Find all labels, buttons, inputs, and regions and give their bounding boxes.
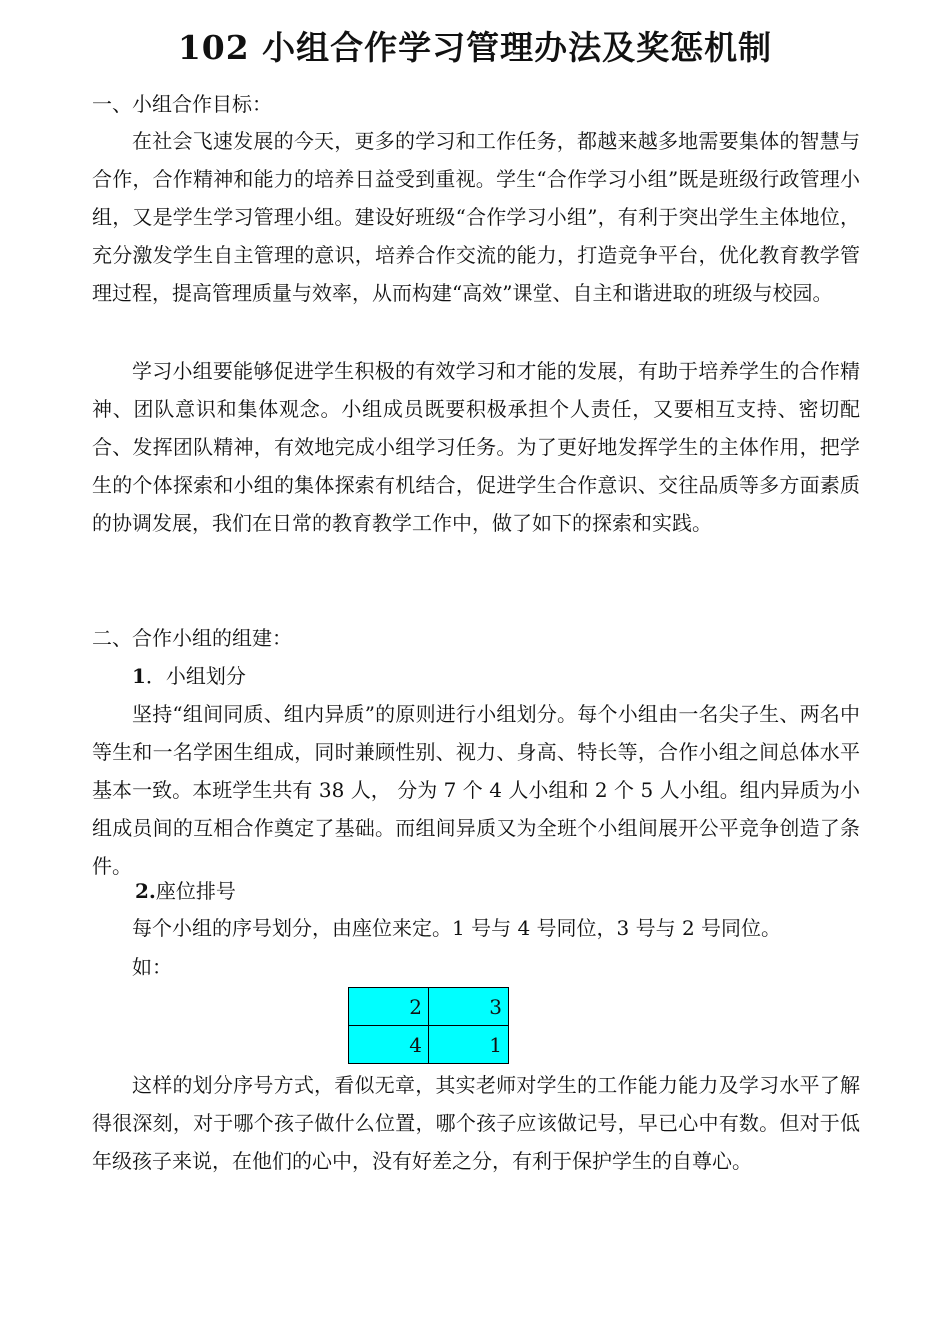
seat-rule-line: 每个小组的序号划分，由座位来定。1 号与 4 号同位，3 号与 2 号同位。 bbox=[132, 916, 782, 940]
section2-heading: 二、合作小组的组建： bbox=[92, 626, 292, 650]
table-row bbox=[349, 1026, 509, 1064]
subsection-1-label: ．小组划分 bbox=[145, 664, 246, 688]
table-cell: 1 bbox=[429, 1026, 509, 1064]
table-cell: 2 bbox=[349, 988, 429, 1026]
subsection-2-heading bbox=[135, 876, 236, 906]
section1-heading: 一、小组合作目标： bbox=[92, 92, 272, 116]
document-title: 102 小组合作学习管理办法及奖惩机制 bbox=[177, 28, 773, 67]
subsection-1-number: 1 bbox=[132, 664, 146, 688]
subsection-1-heading bbox=[132, 661, 246, 691]
seat-number-table bbox=[348, 987, 509, 1064]
subsection-2-paragraph: 这样的划分序号方式，看似无章，其实老师对学生的工作能力能力及学习水平了解得很深刻，对于哪个孩子做什么位置，哪个孩子应该做记号，早已心中有数。但对于低年级孩子来说，在他们的心中，没有好差之分，有利于保护学生的自尊心。 bbox=[92, 1073, 860, 1173]
section1-paragraph-1: 在社会飞速发展的今天，更多的学习和工作任务，都越来越多地需要集体的智慧与合作，合作精神和能力的培养日益受到重视。学生“合作学习小组”既是班级行政管理小组，又是学生学习管理小组。建设好班级“合作学习小组”，有利于突出学生主体地位，充分激发学生自主管理的意识，培养合作交流的能力，打造竞争平台，优化教育教学管理过程，提高管理质量与效率，从而构建“高效”课堂、自主和谐进取的班级与校园。 bbox=[92, 129, 860, 305]
example-label: 如： bbox=[132, 955, 172, 979]
table-cell: 3 bbox=[429, 988, 509, 1026]
subsection-2-label: 座位排号 bbox=[155, 879, 236, 903]
subsection-2-number: 2. bbox=[135, 879, 156, 903]
table-cell: 4 bbox=[349, 1026, 429, 1064]
table-row bbox=[349, 988, 509, 1026]
subsection-1-paragraph: 坚持“组间同质、组内异质”的原则进行小组划分。每个小组由一名尖子生、两名中等生和一名学困生组成，同时兼顾性别、视力、身高、特长等，合作小组之间总体水平基本一致。本班学生共有 38 人， 分为 7 个 4 人小组和 2 个 5 人小组。组内异质为小组成员间的互相合作奠定了基础。而组间异质又为全班个小组间展开公平竞争创造了条件。 bbox=[92, 702, 860, 878]
section1-paragraph-2: 学习小组要能够促进学生积极的有效学习和才能的发展，有助于培养学生的合作精神、团队意识和集体观念。小组成员既要积极承担个人责任，又要相互支持、密切配合、发挥团队精神，有效地完成小组学习任务。为了更好地发挥学生的主体作用，把学生的个体探索和小组的集体探索有机结合，促进学生合作意识、交往品质等多方面素质的协调发展，我们在日常的教育教学工作中，做了如下的探索和实践。 bbox=[92, 359, 860, 535]
